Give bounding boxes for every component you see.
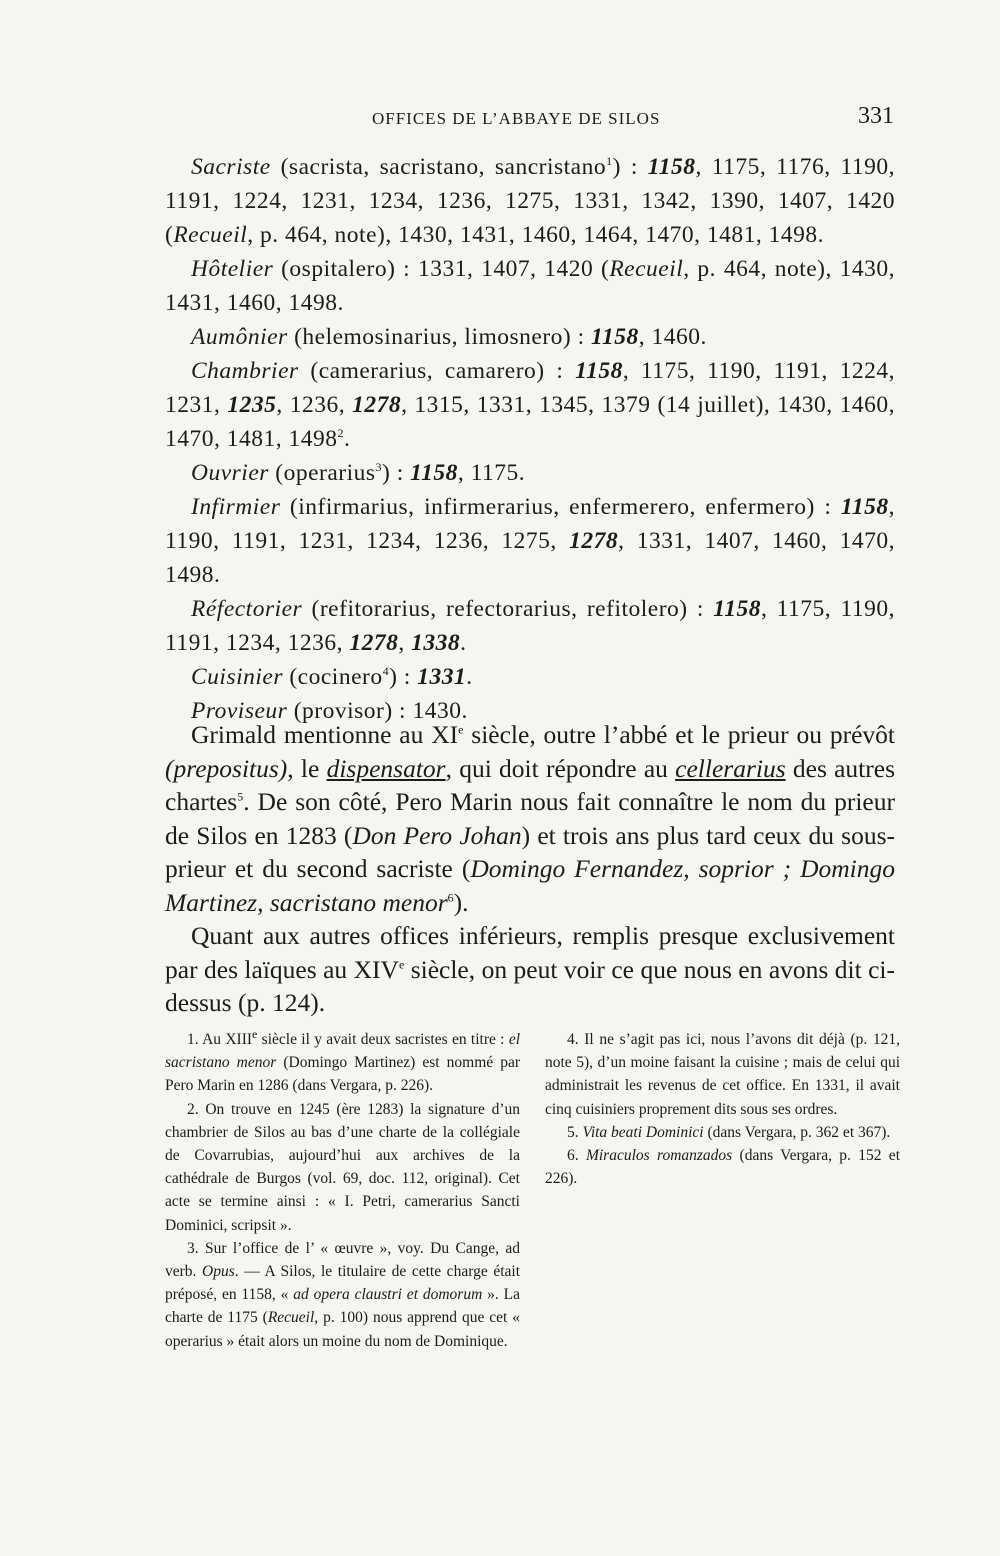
footnote-ref: 2 — [337, 426, 344, 441]
entry-term: Proviseur — [191, 698, 288, 724]
entry-term: Réfectorier — [191, 596, 303, 622]
paragraph-offices: Quant aux autres offices inférieurs, remplis presque exclusivement par des laïques au XIVe siècle, on peut voir ce que nous en avons dit ci-dessus (p. 124). — [165, 921, 896, 1017]
entry-aumonier: Aumônier (helemosinarius, limosnero) : 1158, 1460. — [191, 324, 707, 350]
entry-infirmier: Infirmier (infirmarius, infirmerarius, enfermerero, enfermero) : 1158, 1190, 1191, 1231, 1234, 1236, 1275, 1278, 1331, 1407, 1460, 1470, 1498. — [165, 494, 895, 588]
entry-sacriste: Sacriste (sacrista, sacristano, sancristano$^1$) : 1158, 1175, 1176, 1190, 1191, 1224, 1231, 1234, 1236, 1275, 1331, 1342, 1390, 1407, 1420 (Recueil, p. 464, note), 1430, 1431, 1460, 1464, 1470, 1481, 1498. — [165, 154, 895, 248]
entry-hotelier: Hôtelier (ospitalero) : 1331, 1407, 1420 (Recueil, p. 464, note), 1430, 1431, 1460, 1498. — [165, 256, 895, 316]
entry-proviseur: Proviseur (provisor) : 1430. — [191, 698, 468, 724]
footnote-6: 6. Miraculos romanzados (dans Vergara, p. 152 et 226). — [545, 1147, 900, 1188]
entry-term: Sacriste — [191, 154, 271, 180]
footnote-ref: 3 — [375, 460, 383, 475]
footnote-ref: 4 — [382, 664, 390, 679]
entry-term: Ouvrier — [191, 460, 269, 486]
footnotes-right-column — [545, 1028, 900, 1353]
entry-chambrier: Chambrier (camerarius, camarero) : 1158, 1175, 1190, 1191, 1224, 1231, 1235, 1236, 1278, 1315, 1331, 1345, 1379 (14 juillet), 1430, 1460, 1470, 1481, 1498$^2$. — [165, 358, 896, 452]
footnote-ref: 5 — [237, 789, 244, 804]
entry-term: Hôtelier — [191, 256, 274, 282]
entry-ouvrier: Ouvrier (operarius$^3$) : 1158, 1175. — [191, 460, 526, 486]
footnote-3: 3. Sur l’office de l’ « œuvre », voy. Du Cange, ad verb. Opus. — A Silos, le titulaire de cette charge était préposé, en 1158, « ad opera claustri et domorum ». La charte de 1175 (Recueil, p. 100) nous apprend que cet « operarius » était alors un moine du nom de Dominique. — [165, 1239, 520, 1350]
footnote-4: 4. Il ne s’agit pas ici, nous l’avons dit déjà (p. 121, note 5), d’un moine faisant la cuisine ; mais de celui qui administrait les revenus de cet office. En 1331, il avait cinq cuisiniers proprement dits sous ses ordres. — [545, 1031, 900, 1118]
footnotes-left-column — [165, 1028, 520, 1353]
page-number: 331 — [858, 103, 894, 129]
footnote-ref: 1 — [606, 154, 613, 169]
entry-refectorier: Réfectorier (refitorarius, refectorarius, refitolero) : 1158, 1175, 1190, 1191, 1234, 1236, 1278, 1338. — [165, 596, 895, 656]
page-header — [0, 103, 1000, 133]
footnotes — [165, 1028, 900, 1353]
paragraph-grimald: Grimald mentionne au XIe siècle, outre l’abbé et le prieur ou prévôt (prepositus), le dispensator, qui doit répondre au cellerarius des autres chartes$^5$. De son côté, Pero Marin nous fait connaître le nom du prieur de Silos en 1283 (Don Pero Johan) et trois ans plus tard ceux du sous-prieur et du second sacriste (Domingo Fernandez, soprior ; Domingo Martinez, sacristano menor$^6$). — [165, 720, 895, 917]
footnote-ref: 6 — [447, 890, 454, 904]
offices-list — [165, 150, 895, 728]
entry-cuisinier: Cuisinier (cocinero$^4$) : 1331. — [191, 664, 473, 690]
entry-term: Chambrier — [191, 358, 299, 384]
footnote-5: 5. Vita beati Dominici (dans Vergara, p. 362 et 367). — [567, 1123, 891, 1141]
running-title: OFFICES DE L’ABBAYE DE SILOS — [372, 109, 661, 128]
entry-term: Aumônier — [191, 324, 288, 350]
entry-term: Infirmier — [191, 494, 281, 520]
body-text — [165, 718, 895, 1020]
footnote-1: 1. Au XIIIe siècle il y avait deux sacristes en titre : el sacristano menor (Domingo Martinez) est nommé par Pero Marin en 1286 (dans Vergara, p. 226). — [165, 1026, 520, 1095]
footnote-2: 2. On trouve en 1245 (ère 1283) la signature d’un chambrier de Silos au bas d’une charte de la collégiale de Covarrubias, aujourd’hui aux archives de la cathédrale de Burgos (vol. 69, doc. 112, original). Cet acte se termine ainsi : « I. Petri, camerarius Sancti Dominici, scripsit ». — [165, 1100, 520, 1234]
entry-term: Cuisinier — [191, 664, 283, 690]
